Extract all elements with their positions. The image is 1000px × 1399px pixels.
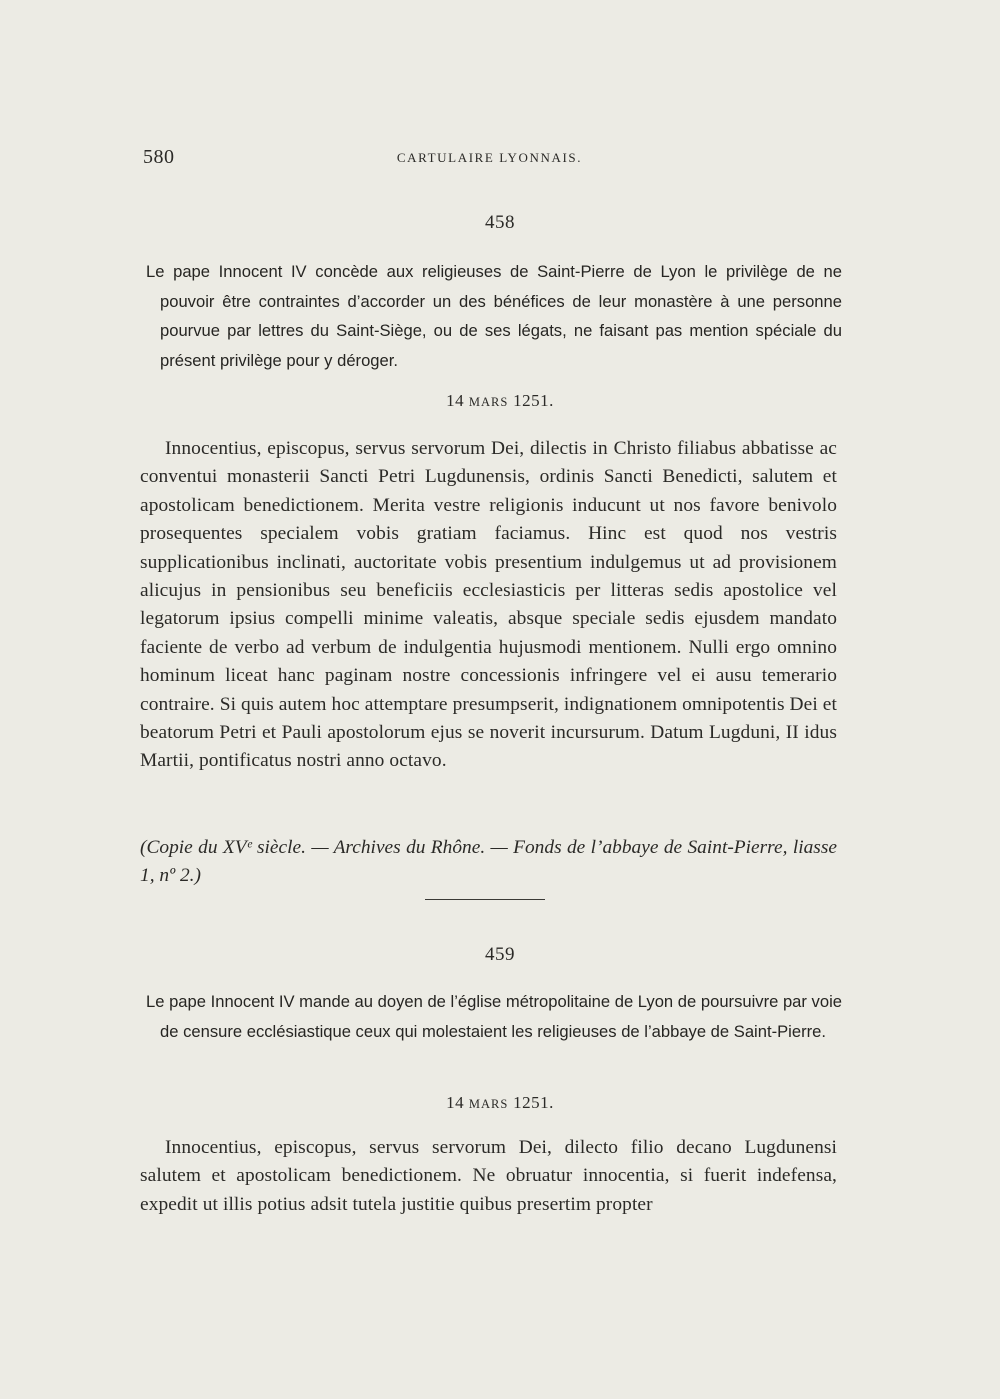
date-day: 14	[446, 391, 465, 410]
date-year: 1251.	[513, 391, 554, 410]
charter-date	[0, 391, 1000, 411]
charter-text: Innocentius, episcopus, servus servorum Dei, dilectis in Christo filiabus abbatisse ac conventui monasterii Sancti Petri Lugdunensis, ordinis Sancti Benedicti, salutem et apostolicam benedictionem. Merita vestre religionis inducunt ut nos favore benivolo prosequentes specialem vobis gratiam faciamus. Hinc est quod nos vestris supplicationibus inclinati, auctoritate vobis presentium indulgemus ut ad provisionem alicujus in pensionibus seu beneficiis ecclesiasticis per litteras sedis apostolice vel legatorum ipsius compelli minime valeatis, absque speciale sedis ejusdem mandato faciente de verbo ad verbum de indulgentia hujusmodi mentionem. Nulli ergo omnino hominum liceat hanc paginam nostre concessionis infringere vel ei ausu temerario contraire. Si quis autem hoc attemptare presumpserit, indignationem omnipotentis Dei et beatorum Petri et Pauli apostolorum ejus se noverit incursurum. Datum Lugduni, II idus Martii, pontificatus nostri anno octavo.	[140, 438, 837, 772]
date-day: 14	[446, 1093, 465, 1112]
date-month: MARS	[468, 395, 509, 409]
running-head	[143, 146, 836, 176]
charter-number: 458	[485, 212, 515, 233]
date-month: MARS	[468, 1097, 509, 1111]
page-number: 580	[143, 146, 175, 168]
running-title: CARTULAIRE LYONNAIS.	[396, 150, 583, 165]
charter-summary: Le pape Innocent IV concède aux religieuses de Saint-Pierre de Lyon le privilège de ne pouvoir être contraintes d’accorder un des bénéfices de leur monastère à une personne pourvue par lettres du Saint-Siège, ou de ses légats, ne faisant pas mention spéciale du présent privilège pour y déroger.	[146, 262, 842, 370]
charter-number: 459	[485, 944, 515, 965]
date-year: 1251.	[513, 1093, 554, 1112]
charter-date	[0, 1093, 1000, 1113]
charter-summary: Le pape Innocent IV mande au doyen de l’église métropolitaine de Lyon de poursuivre par voie de censure ecclésiastique ceux qui molestaient les religieuses de l’abbaye de Saint-Pierre.	[146, 992, 842, 1041]
section-divider	[425, 899, 545, 900]
charter-source: (Copie du XVᵉ siècle. — Archives du Rhône. — Fonds de l’abbaye de Saint-Pierre, liasse 1, nº 2.)	[140, 837, 837, 887]
charter-text: Innocentius, episcopus, servus servorum Dei, dilecto filio decano Lugdunensi salutem et apostolicam benedictionem. Ne obruatur innocentia, si fuerit indefensa, expedit ut illis potius adsit tutela justitie quibus presertim propter	[140, 1137, 837, 1215]
